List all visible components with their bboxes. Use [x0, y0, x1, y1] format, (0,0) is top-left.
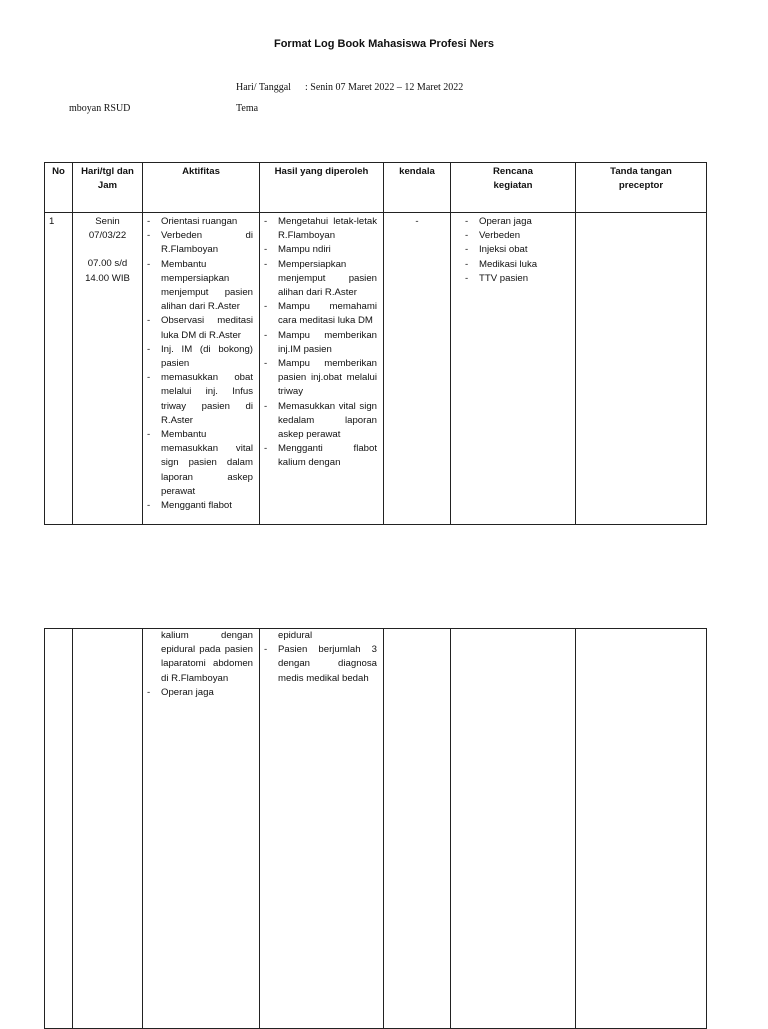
header-tanda-tangan: Tanda tangan preceptor: [576, 163, 707, 213]
kendala-cell-cont: [384, 629, 451, 1029]
list-item: - Memasukkan vital sign kedalam laporan askep perawat: [264, 400, 377, 441]
header-rencana: Rencana kegiatan: [451, 163, 576, 213]
list-item: - Observasi meditasi luka DM di R.Aster: [147, 315, 253, 341]
aktifitas-cell: [143, 213, 260, 525]
list-item: - Orientasi ruangan: [147, 216, 238, 227]
row-date-cell: Senin 07/03/22 07.00 s/d 14.00 WIB: [73, 213, 143, 525]
header-no: No: [45, 163, 73, 213]
header-hasil: Hasil yang diperoleh: [260, 163, 384, 213]
list-item: - Mempersiapkan menjemput pasien alihan dari R.Aster: [264, 258, 377, 299]
list-item: - Mampu ndiri: [264, 244, 331, 256]
row-no: 1: [45, 213, 73, 525]
list-item: - Mampu memberikan inj.IM pasien: [264, 329, 377, 355]
rencana-cell: [451, 213, 576, 525]
list-item: kalium dengan epidural pada pasien laparatomi abdomen di R.Flamboyan: [161, 630, 253, 684]
rsud-text: mboyan RSUD: [69, 103, 131, 114]
list-item: - Mengganti flabot: [147, 500, 232, 512]
list-item: - Verbeden: [465, 230, 521, 242]
tanda-tangan-cell: [576, 213, 707, 525]
header-hari: Hari/tgl dan Jam: [73, 163, 143, 213]
page-title: Format Log Book Mahasiswa Profesi Ners: [273, 38, 495, 50]
aktifitas-cell-cont: [143, 629, 260, 1029]
list-item: epidural: [278, 630, 313, 641]
list-item: - Mampu memberikan pasien inj.obat melalui triway: [264, 358, 377, 398]
list-item: - Membantu memasukkan vital sign pasien dalam laporan askep perawat: [147, 429, 253, 497]
list-item: - memasukkan obat melalui inj. Infus triway pasien di R.Aster: [147, 372, 253, 426]
logbook-table-page2: [44, 628, 707, 1029]
list-item: - Verbeden di R.Flamboyan: [147, 230, 253, 256]
hasil-cell-cont: [260, 629, 384, 1029]
hari-tanggal-value: : Senin 07 Maret 2022 – 12 Maret 2022: [305, 82, 464, 93]
tema-label: Tema: [236, 103, 259, 114]
list-item: - Mengetahui letak-letak R.Flamboyan: [264, 216, 377, 242]
kendala-cell: -: [384, 213, 451, 525]
list-item: - Mampu memahami cara meditasi luka DM: [264, 301, 377, 327]
hari-tanggal-label: Hari/ Tanggal: [236, 82, 291, 93]
list-item: - Operan jaga: [147, 686, 214, 698]
list-item: - Inj. IM (di bokong) pasien: [147, 343, 253, 370]
row-date-cont: [73, 629, 143, 1029]
rencana-cell-cont: [451, 629, 576, 1029]
hasil-cell: [260, 213, 384, 525]
list-item: - Injeksi obat: [465, 244, 528, 256]
row-no-cont: [45, 629, 73, 1029]
list-item: - Membantu mempersiapkan menjemput pasien alihan dari R.Aster: [147, 258, 253, 313]
list-item: - Pasien berjumlah 3 dengan diagnosa medis medikal bedah: [264, 644, 377, 684]
list-item: - Medikasi luka: [465, 258, 538, 270]
header-aktifitas: Aktifitas: [143, 163, 260, 213]
logbook-table-page1: [44, 162, 707, 525]
list-item: - TTV pasien: [465, 272, 529, 284]
header-kendala: kendala: [384, 163, 451, 213]
list-item: - Mengganti flabot kalium dengan: [264, 443, 377, 469]
tanda-tangan-cell-cont: [576, 629, 707, 1029]
list-item: - Operan jaga: [465, 216, 532, 227]
